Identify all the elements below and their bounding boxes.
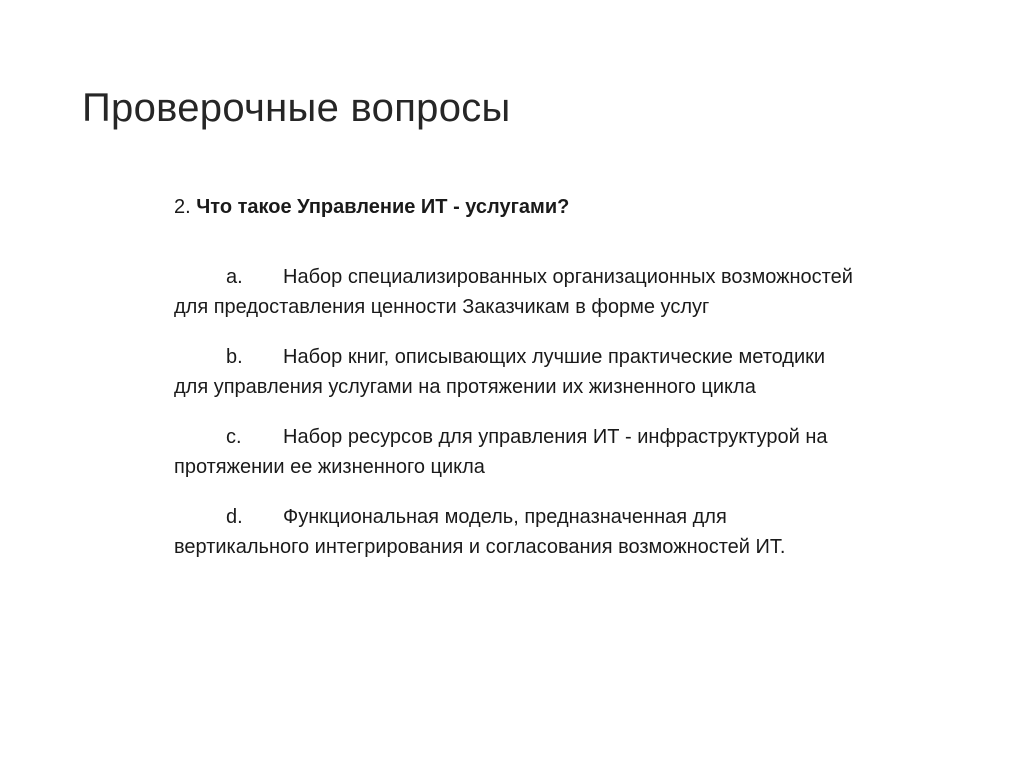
answer-marker: b. [226,346,243,368]
answer-option-c [174,422,854,482]
slide-title: Проверочные вопросы [82,86,511,130]
answer-text: Набор ресурсов для управления ИТ - инфраструктурой на протяжении ее жизненного цикла [174,426,828,478]
answer-text: Набор книг, описывающих лучшие практические методики для управления услугами на протяжении их жизненного цикла [174,346,826,398]
answer-list [174,262,854,562]
question-text: Что такое Управление ИТ - услугами? [196,196,570,218]
answer-option-b [174,342,854,402]
answer-marker: d. [226,506,243,528]
answer-option-d [174,502,854,562]
question-number: 2. [174,196,191,218]
slide-content [174,192,854,582]
answer-option-a [174,262,854,322]
answer-text: Функциональная модель, предназначенная для вертикального интегрирования и согласования возможностей ИТ. [174,506,786,558]
question [174,192,854,222]
answer-text: Набор специализированных организационных возможностей для предоставления ценности Заказчикам в форме услуг [174,266,853,318]
answer-marker: c. [226,426,242,448]
answer-marker: a. [226,266,243,288]
